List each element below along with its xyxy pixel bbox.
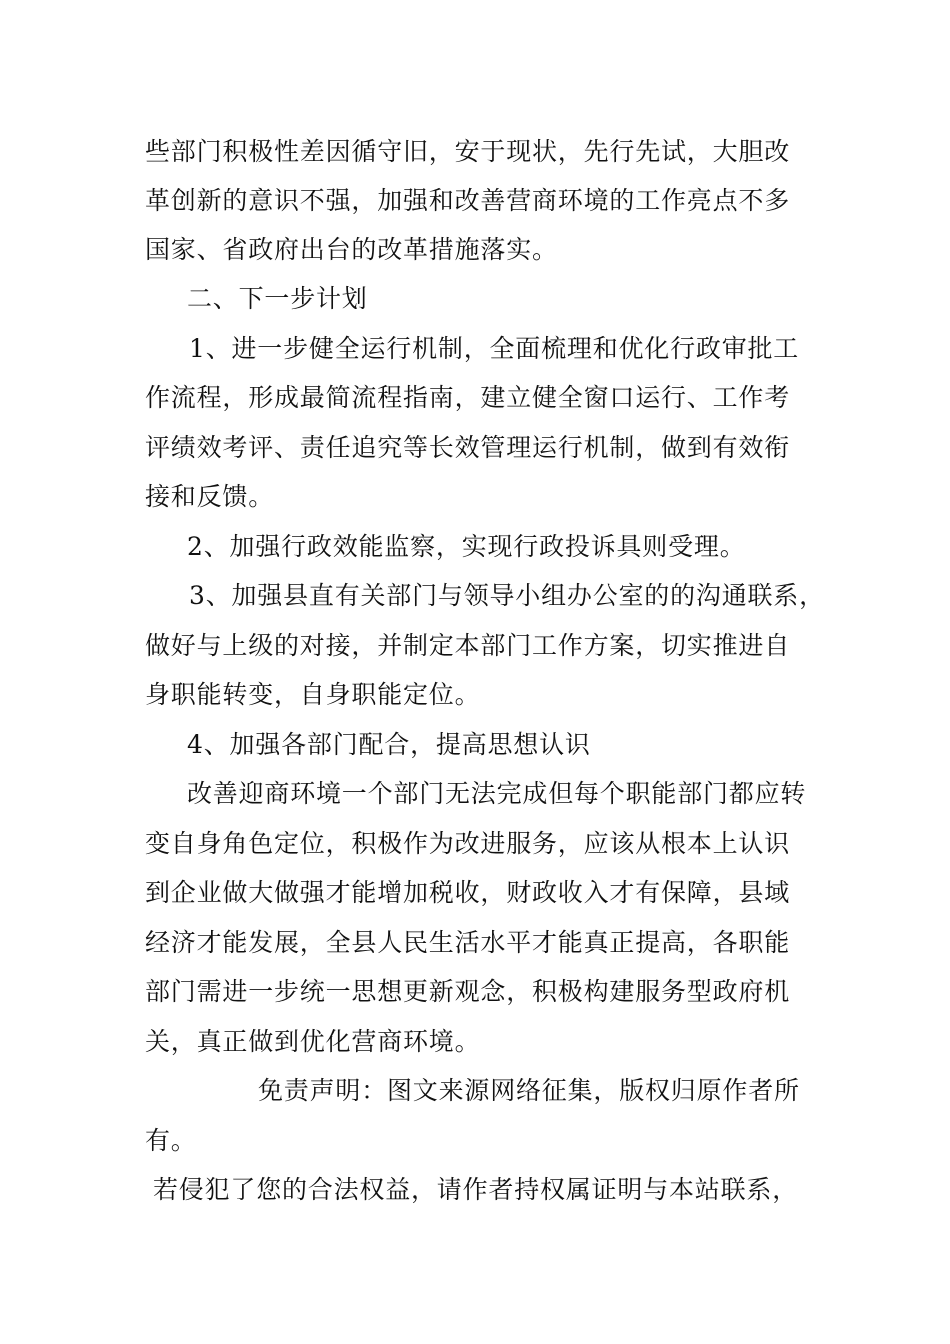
disclaimer-text: 有。 xyxy=(145,1126,197,1155)
list-item-4: 4、加强各部门配合，提高思想认识 xyxy=(187,730,591,759)
list-item-3: 3、加强县直有关部门与领导小组办公室的的沟通联系， xyxy=(189,581,825,610)
body-text-line: 些部门积极性差因循守旧，安于现状，先行先试，大胆改 xyxy=(145,137,791,166)
body-text-line: 国家、省政府出台的改革措施落实。 xyxy=(145,235,558,264)
body-text-line: 关，真正做到优化营商环境。 xyxy=(145,1027,481,1056)
body-text-line: 经济才能发展，全县人民生活水平才能真正提高，各职能 xyxy=(145,928,791,957)
section-heading: 二、下一步计划 xyxy=(187,284,368,313)
body-text-line: 做好与上级的对接，并制定本部门工作方案，切实推进自 xyxy=(145,631,791,660)
body-text-line: 变自身角色定位，积极作为改进服务，应该从根本上认识 xyxy=(145,829,791,858)
list-item-2: 2、加强行政效能监察，实现行政投诉具则受理。 xyxy=(187,532,746,561)
body-text-line: 革创新的意识不强，加强和改善营商环境的工作亮点不多 xyxy=(145,186,791,215)
body-text-line: 部门需进一步统一思想更新观念，积极构建服务型政府机 xyxy=(145,977,791,1006)
list-item-1: 1、进一步健全运行机制，全面梳理和优化行政审批工 xyxy=(189,334,800,363)
body-text-line: 到企业做大做强才能增加税收，财政收入才有保障，县域 xyxy=(145,878,791,907)
paragraph-start: 改善迎商环境一个部门无法完成但每个职能部门都应转 xyxy=(187,779,807,808)
disclaimer-text: 免责声明：图文来源网络征集，版权归原作者所 xyxy=(258,1076,800,1105)
body-text-line: 身职能转变，自身职能定位。 xyxy=(145,680,481,709)
body-text-line: 接和反馈。 xyxy=(145,482,275,511)
body-text-line: 作流程，形成最简流程指南，建立健全窗口运行、工作考 xyxy=(145,383,791,412)
disclaimer-text: 若侵犯了您的合法权益，请作者持权属证明与本站联系， xyxy=(153,1175,799,1204)
body-text-line: 评绩效考评、责任追究等长效管理运行机制，做到有效衔 xyxy=(145,433,791,462)
